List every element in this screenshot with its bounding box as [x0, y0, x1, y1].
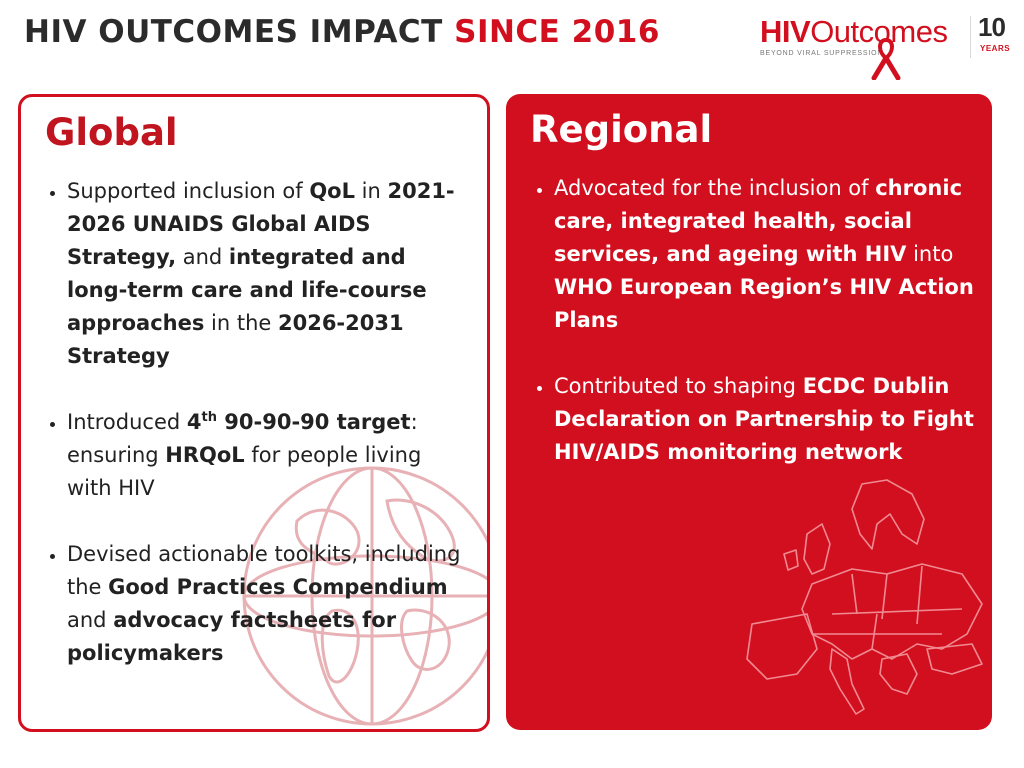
logo-wordmark: [760, 14, 947, 50]
regional-bullet-1: • Advocated for the inclusion of chronic care, integrated health, social services, and ageing with HIV into WHO European Region’s HIV Action Plans: [554, 172, 984, 337]
global-bullet-list: [43, 175, 471, 703]
global-bullet-3: • Devised actionable toolkits, including the Good Practices Compendium and advocacy factsheets for policymakers: [67, 538, 471, 670]
logo-brand-rest: Outcomes: [810, 14, 948, 49]
anniversary-label: YEARS: [980, 44, 1011, 53]
regional-heading: Regional: [530, 108, 713, 151]
hiv-outcomes-logo: [756, 10, 1018, 74]
logo-tagline: BEYOND VIRAL SUPPRESSION: [760, 50, 884, 57]
red-ribbon-icon: [866, 36, 906, 80]
global-heading: Global: [45, 111, 178, 154]
title-accent: SINCE 2016: [454, 14, 660, 50]
page-title: [24, 14, 660, 50]
regional-card: [506, 94, 992, 730]
global-bullet-2: • Introduced 4th 90-90-90 target: ensuring HRQoL for people living with HIV: [67, 406, 471, 505]
regional-bullet-list: [530, 172, 984, 502]
anniversary-number: 10: [978, 12, 1005, 42]
logo-divider: [970, 16, 971, 58]
global-card: [18, 94, 490, 732]
global-bullet-1: • Supported inclusion of QoL in 2021-2026 UNAIDS Global AIDS Strategy, and integrated and long-term care and life-course approaches in the 2026-2031 Strategy: [67, 175, 471, 373]
logo-brand-bold: HIV: [760, 14, 811, 49]
europe-map-icon: [712, 474, 992, 724]
regional-bullet-2: • Contributed to shaping ECDC Dublin Declaration on Partnership to Fight HIV/AIDS monitoring network: [554, 370, 984, 469]
title-main: HIV OUTCOMES IMPACT: [24, 14, 443, 50]
